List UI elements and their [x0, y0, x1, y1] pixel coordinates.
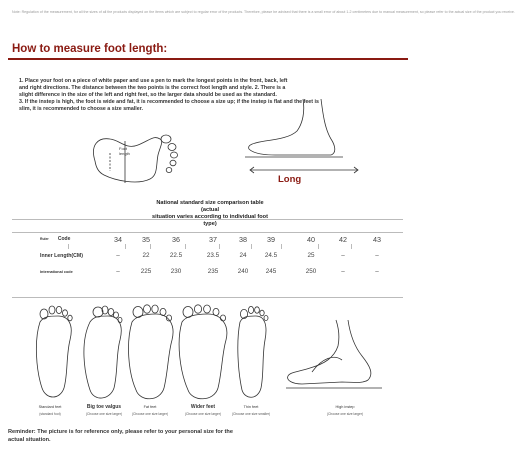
- inner-length-cell: 23.5: [206, 252, 220, 259]
- code-cell: 35: [142, 235, 150, 244]
- side-foot-illustration: [235, 95, 350, 175]
- foot-length-label: Foot length: [119, 146, 130, 156]
- table-rule-header: [12, 232, 403, 233]
- table-tick: [68, 244, 69, 249]
- big-toe-valgus-outline: [84, 306, 122, 398]
- code-cell: 37: [209, 235, 217, 244]
- code-label: Code: [57, 236, 71, 242]
- size-code-row-label: [40, 236, 70, 242]
- international-code-cell: –: [375, 268, 379, 275]
- length-arrow: [248, 166, 360, 174]
- inner-length-row-label: Inner Length(CM): [40, 253, 83, 259]
- thin-foot-outline: [238, 306, 268, 397]
- code-cell: 36: [172, 235, 180, 244]
- title-underline: [8, 58, 408, 60]
- table-title-line-2: situation varies according to individual foot type): [152, 214, 268, 227]
- code-cell: 43: [373, 235, 381, 244]
- international-code-cell: 245: [265, 268, 277, 275]
- top-notice: Note: Regulation of the measurement, for all the sizes of all the products displayed on the items which are subject to regular error of the products. Therefore, please be advised that there is a small error of about 1-2 centimeters due to manual measurement, so please refer to the actual size of the product you receive.: [12, 10, 515, 14]
- international-code-cell: 250: [305, 268, 317, 275]
- international-code-row-label: International code: [40, 270, 73, 274]
- foot-type-sub-big-toe: (Choose one size larger): [85, 412, 123, 416]
- table-tick: [351, 244, 352, 249]
- table-rule-top: [12, 219, 403, 220]
- instruction-line-5: slim, it is recommended to choose a size smaller.: [19, 106, 143, 112]
- code-cell: 42: [339, 235, 347, 244]
- foot-type-label-big-toe: Big toe valgus: [86, 404, 122, 410]
- table-tick: [125, 244, 126, 249]
- code-cell: 38: [239, 235, 247, 244]
- table-tick: [251, 244, 252, 249]
- table-title-line-1: National standard size comparison table (actual: [156, 200, 264, 213]
- inner-length-cell: 25: [307, 252, 315, 259]
- international-code-cell: 225: [140, 268, 152, 275]
- code-cell: 40: [307, 235, 315, 244]
- instruction-line-4: 3. If the instep is high, the foot is wide and fat, it is recommended to choose a size up; if the instep is flat and the feet is: [19, 99, 319, 105]
- inner-length-cell: 22.5: [169, 252, 183, 259]
- foot-type-sub-standard: (standard foot): [39, 412, 61, 416]
- foot-type-label-fat: Fat feet: [143, 405, 157, 409]
- standard-foot-outline: [36, 306, 72, 397]
- international-code-cell: 230: [170, 268, 182, 275]
- table-rule-bottom: [12, 297, 403, 298]
- table-tick: [318, 244, 319, 249]
- wider-foot-outline: [179, 305, 227, 399]
- foot-type-sub-fat: (Choose one size larger): [131, 412, 169, 416]
- inner-length-cell: –: [116, 252, 120, 259]
- ruler-label: Ruler: [40, 237, 49, 241]
- international-code-cell: 240: [237, 268, 249, 275]
- fat-foot-outline: [129, 305, 174, 399]
- international-code-cell: –: [341, 268, 345, 275]
- table-tick: [185, 244, 186, 249]
- table-title: [150, 200, 270, 228]
- table-tick: [281, 244, 282, 249]
- instruction-line-1: 1. Place your foot on a piece of white paper and use a pen to mark the longest points in the front, back, left: [19, 78, 288, 84]
- instruction-line-3: slight difference in the size of the left and right feet, so the larger data should be used as the standard.: [19, 92, 277, 98]
- foot-types-illustration: [30, 300, 290, 405]
- inner-length-cell: –: [341, 252, 345, 259]
- reminder-line-2: actual situation.: [8, 437, 51, 443]
- reminder-note: [8, 428, 308, 444]
- code-cell: 34: [114, 235, 122, 244]
- reminder-line-1: Reminder: The picture is for reference only, please refer to your personal size for the: [8, 429, 233, 435]
- table-tick: [219, 244, 220, 249]
- table-tick: [150, 244, 151, 249]
- long-label: Long: [278, 174, 302, 185]
- inner-length-cell: 22: [142, 252, 150, 259]
- foot-type-sub-high-instep: (Choose one size larger): [326, 412, 364, 416]
- inner-length-cell: 24: [239, 252, 247, 259]
- foot-type-label-high-instep: High instep: [335, 405, 355, 409]
- section-title: How to measure foot length:: [12, 43, 168, 55]
- foot-type-label-standard: Standard feet: [38, 405, 62, 409]
- foot-type-sub-wider: (Choose one size larger): [184, 412, 222, 416]
- footprint-outline-illustration: [80, 115, 190, 195]
- inner-length-cell: 24.5: [264, 252, 278, 259]
- high-instep-illustration: [282, 318, 392, 400]
- instruction-line-2: and right directions. The distance between the two points is the correct foot length and style. 2. There is a: [19, 85, 286, 91]
- foot-type-label-wider: Wider feet: [190, 404, 216, 410]
- foot-type-label-thin: Thin feet: [243, 405, 259, 409]
- international-code-cell: 235: [207, 268, 219, 275]
- foot-type-sub-thin: (Choose one size smaller): [231, 412, 271, 416]
- code-cell: 39: [267, 235, 275, 244]
- inner-length-cell: –: [375, 252, 379, 259]
- international-code-cell: –: [116, 268, 120, 275]
